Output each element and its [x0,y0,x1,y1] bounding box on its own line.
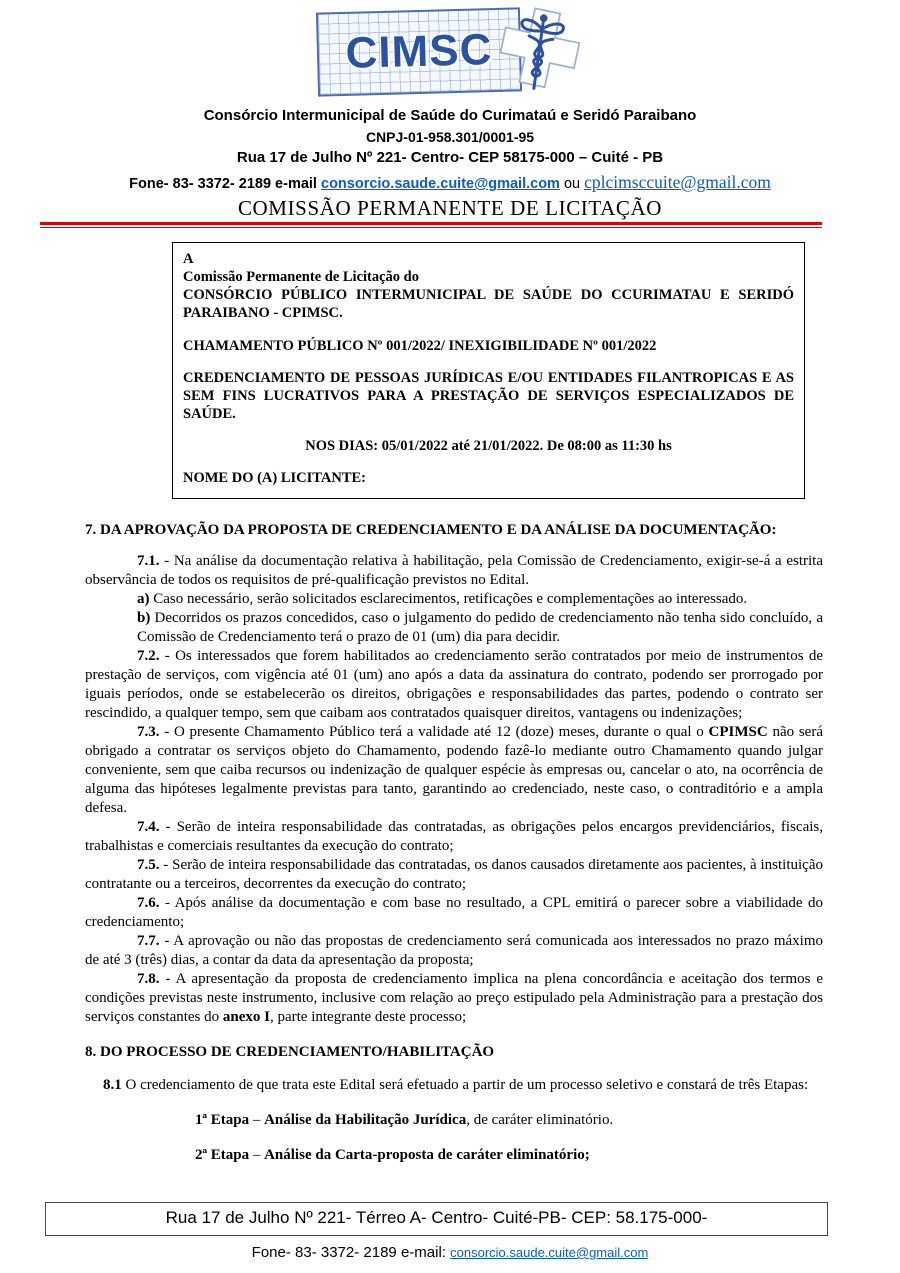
org-contact-line [0,172,900,193]
phone-label: Fone- 83- 3372- 2189 e-mail [129,176,321,192]
text-segment: O credenciamento de que trata este Edital será efetuado a partir de um processo seletivo e constará de três Etapas: [121,1077,809,1094]
text-segment: , de caráter eliminatório. [466,1112,614,1129]
paragraph-7-8 [85,970,823,1027]
paragraph-7-7 [85,932,823,970]
section-8-title [85,1043,823,1062]
item-a [137,590,823,609]
text-segment: – [249,1147,265,1164]
paragraph-7-1 [85,552,823,590]
text-segment: CPIMSC [708,724,768,741]
text-segment: - Os interessados que forem habilitados ao credenciamento serão contratados por meio de instrumentos de prestação de serviços, com vigência até 01 (um) ano após a data da assinatura do contrato, podendo ser prorrogado por iguais períodos, onde se estabelecerão os direitos, obrigações e responsabilidades das partes, podendo o contrato ser rescindido, a qualquer tempo, sem que caibam aos contratados quaisquer direitos, vantagens ou indenizações; [85,648,823,722]
text-segment: - Após análise da documentação e com base no resultado, a CPL emitirá o parecer sobre a viabilidade do credenciamento; [85,895,823,931]
licitante-label: NOME DO (A) LICITANTE: [183,470,366,487]
committee-title: COMISSÃO PERMANENTE DE LICITAÇÃO [237,196,663,220]
text-segment: 8.1 [103,1077,122,1094]
text-segment: – [249,1112,265,1129]
divider-thin-line [40,227,822,228]
addressee-org: CONSÓRCIO PÚBLICO INTERMUNICIPAL DE SAÚDE DO CCURIMATAU E SERIDÓ PARAIBANO - CPIMSC. [183,287,794,322]
cimsc-logo [0,5,900,99]
paragraph-7-4 [85,818,823,856]
org-address: Rua 17 de Julho Nº 221- Centro- CEP 58175-000 – Cuité - PB [236,149,664,166]
item-b [137,609,823,647]
text-segment: 7.8. [137,971,160,988]
text-segment: 7.4. [137,819,160,836]
objeto-paragraph: CREDENCIAMENTO DE PESSOAS JURÍDICAS E/OU ENTIDADES FILANTROPICAS E AS SEM FINS LUCRATIVOS PARA A PRESTAÇÃO DE SERVIÇOS ESPECIALIZADOS DE SAÚDE. [183,369,794,422]
text-segment: Decorridos os prazos concedidos, caso o julgamento do pedido de credenciamento não tenha sido concluído, a Comissão de Credenciamento terá o prazo de 01 (um) dia para decidir. [137,610,823,646]
text-segment: 2ª Etapa [195,1147,250,1164]
paragraph-7-6 [85,894,823,932]
footer-email-link[interactable]: consorcio.saude.cuite@gmail.com [450,1245,649,1260]
divider-thick-line [40,222,822,225]
addressee-line: Comissão Permanente de Licitação do [183,269,419,286]
text-segment: - O presente Chamamento Público terá a validade até 12 (doze) meses, durante o qual o [159,724,709,741]
text-segment: - Serão de inteira responsabilidade das contratadas, os danos causados diretamente aos pacientes, à instituição contratante ou a terceiros, decorrentes da execução do contrato; [85,857,823,893]
org-cnpj: CNPJ-01-958.301/0001-95 [365,129,535,145]
notice-box [172,242,805,499]
section-7-title [85,521,823,540]
etapa-2 [195,1146,823,1165]
text-segment: 8. DO PROCESSO DE CREDENCIAMENTO/HABILITAÇÃO [85,1044,495,1061]
addressee-letter: A [183,251,194,267]
email-separator: ou [559,176,585,192]
chamamento-line: CHAMAMENTO PÚBLICO Nº 001/2022/ INEXIGIBILIDADE Nº 001/2022 [183,337,657,354]
logo-grid-flag [316,7,522,96]
document-footer [0,1202,900,1261]
text-segment: Caso necessário, serão solicitados esclarecimentos, retificações e complementações ao interessado. [149,591,748,608]
document-header [0,0,900,228]
text-segment: Análise da Habilitação Jurídica [264,1112,467,1129]
paragraph-7-5 [85,856,823,894]
text-segment: não será obrigado a contratar os serviços objeto do Chamamento, podendo fazê-lo mediante outro Chamamento quando julgar conveniente, sem que caiba recursos ou indenização de qualquer espécie às empresas ou, cancelar o ato, na ocorrência de alguma das hipóteses legalmente previstas para tanto, garantindo ao credenciado, neste caso, o contraditório e a ampla defesa. [85,724,823,817]
footer-address: Rua 17 de Julho Nº 221- Térreo A- Centro- Cuité-PB- CEP: 58.175-000- [165,1208,708,1227]
text-segment: - A aprovação ou não das propostas de credenciamento será comunicada aos interessados no prazo máximo de até 3 (três) dias, a contar da data da apresentação da proposta; [85,933,823,969]
medical-cross-caduceus-icon [495,5,583,99]
text-segment: 1ª Etapa [195,1112,250,1129]
text-segment: 7.5. [137,857,160,874]
text-segment: b) [137,610,151,627]
email-link-primary[interactable]: consorcio.saude.cuite@gmail.com [321,176,560,192]
text-segment: , parte integrante deste processo; [269,1009,467,1026]
document-body [85,521,823,1165]
text-segment: 7. DA APROVAÇÃO DA PROPOSTA DE CREDENCIAMENTO E DA ANÁLISE DA DOCUMENTAÇÃO: [85,522,777,539]
text-segment: - A apresentação da proposta de credenciamento implica na plena concordância e aceitação dos termos e condições previstas neste instrumento, inclusive com relação ao preço estipulado pela Administração para a prestação dos serviços constantes do [85,971,823,1026]
footer-phone-label: Fone- 83- 3372- 2189 e-mail: [251,1244,451,1261]
email-link-secondary[interactable]: cplcimsccuite@gmail.com [584,172,771,192]
etapa-1 [195,1111,823,1130]
paragraph-7-3 [85,723,823,818]
text-segment: a) [137,591,150,608]
text-segment: 7.6. [137,895,160,912]
footer-address-box [45,1202,828,1236]
text-segment: Análise da Carta-proposta de caráter eliminatório; [264,1147,590,1164]
text-segment: 7.3. [137,724,160,741]
logo-text: CIMSC [344,25,493,78]
text-segment: anexo I [222,1009,270,1026]
dates-line: NOS DIAS: 05/01/2022 até 21/01/2022. De 08:00 as 11:30 hs [305,438,672,454]
paragraph-8-1 [85,1076,823,1095]
org-name: Consórcio Intermunicipal de Saúde do Curimataú e Seridó Paraibano [203,107,697,124]
footer-contact-line [0,1244,900,1261]
text-segment: - Serão de inteira responsabilidade das contratadas, as obrigações pelos encargos previdenciários, fiscais, trabalhistas e comerciais resultantes da execução do contrato; [85,819,823,855]
text-segment: 7.7. [137,933,160,950]
text-segment: 7.2. [137,648,160,665]
header-divider [40,222,822,228]
text-segment: - Na análise da documentação relativa à habilitação, pela Comissão de Credenciamento, exigir-se-á a estrita observância de todos os requisitos de pré-qualificação previstos no Edital. [85,553,823,589]
paragraph-7-2 [85,647,823,723]
text-segment: 7.1. [137,553,160,570]
